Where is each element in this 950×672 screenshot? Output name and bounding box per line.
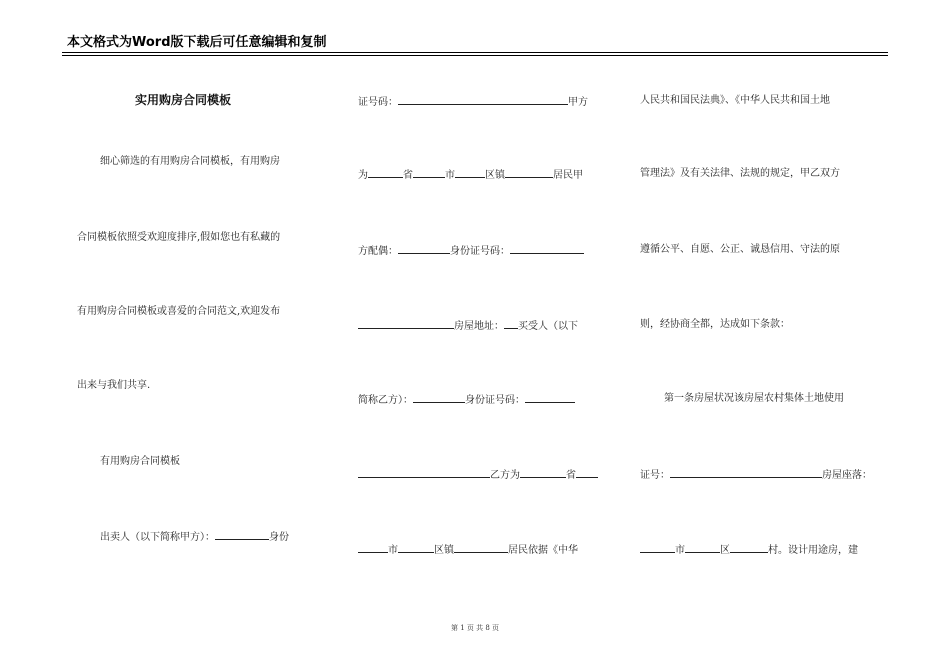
c3-line-5: 第一条房屋状况该房屋农村集体土地使用 — [664, 393, 844, 404]
seller-line — [100, 529, 289, 545]
c2-line-1: 证号码： 甲方 — [358, 94, 588, 110]
c2-line-6: 乙方为 省 — [358, 467, 598, 483]
c3-line-1: 人民共和国民法典》、《中华人民共和国土地 — [640, 95, 830, 106]
seller-blank — [215, 529, 269, 540]
seller-label: 出卖人（以下简称甲方）： — [100, 532, 215, 543]
intro-line-4: 出来与我们共享. — [77, 380, 151, 391]
document-title: 实用购房合同模板 — [135, 93, 232, 107]
header-banner: 本文格式为Word版下载后可任意编辑和复制 — [67, 35, 327, 50]
intro-line-3: 有用购房合同模板或喜爱的合同范文,欢迎发布 — [77, 306, 281, 317]
page-indicator: 第 1 页 共 8 页 — [450, 624, 500, 632]
header-divider-thin — [62, 55, 888, 56]
intro-line-2: 合同模板依照受欢迎度排序,假如您也有私藏的 — [77, 232, 281, 243]
template-subtitle: 有用购房合同模板 — [100, 456, 180, 467]
c2-line-7: 市 区镇 居民依据《中华 — [358, 542, 578, 558]
c2-line-2: 为 省 市 区镇 居民甲 — [358, 167, 583, 183]
c3-line-3: 遵循公平、自愿、公正、诚恳信用、守法的原 — [640, 244, 840, 255]
c3-line-6: 证号： 房屋座落： — [640, 467, 872, 483]
c3-line-2: 管理法》及有关法律、法规的规定，甲乙双方 — [640, 168, 840, 179]
id-number-blank — [398, 94, 568, 105]
intro-line-1: 细心筛选的有用购房合同模板，有用购房 — [100, 156, 280, 167]
c2-line-4: 房屋地址： 买受人（以下 — [358, 318, 578, 334]
c3-line-4: 则，经协商全都，达成如下条款： — [640, 319, 790, 330]
c2-line-5: 简称乙方）： 身份证号码： — [358, 392, 575, 408]
header-divider — [62, 52, 888, 53]
c3-line-7: 市 区 村。设计用途房，建 — [640, 542, 858, 558]
seller-id-label: 身份 — [269, 532, 289, 543]
c2-line-3: 方配偶： 身份证号码： — [358, 243, 584, 259]
